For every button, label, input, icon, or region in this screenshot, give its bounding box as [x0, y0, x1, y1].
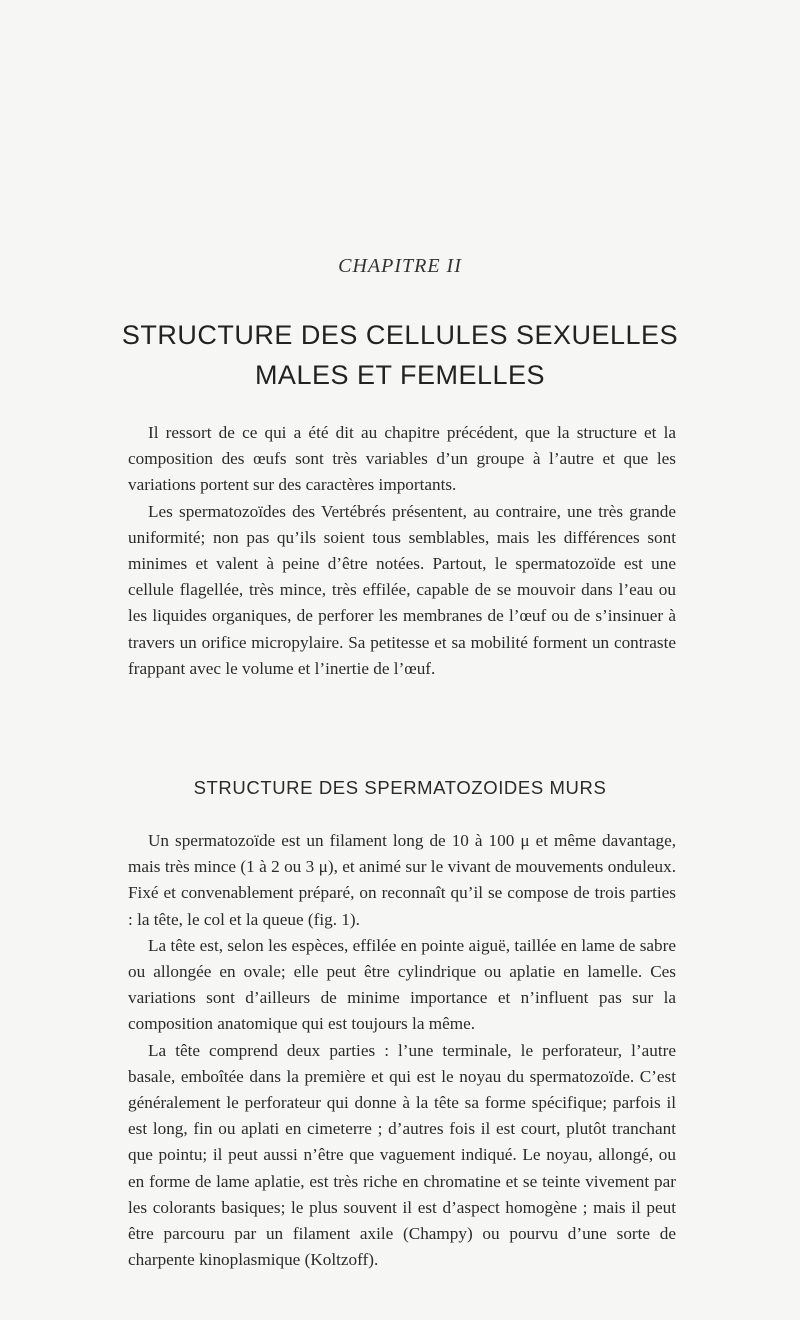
section-body	[128, 828, 676, 1273]
chapter-title-line-2: MALES ET FEMELLES	[254, 360, 546, 390]
paragraph: La tête comprend deux parties : l’une terminale, le perforateur, l’autre basale, emboîtée dans la première et qui est le noyau du spermatozoïde. C’est généralement le perforateur qui donne à la tête sa forme spécifique; parfois il est long, fin ou aplati en cimeterre ; d’autres fois il est court, plutôt tranchant que pointu; il peut aussi n’être que vaguement indiqué. Le noyau, allongé, ou en forme de lame aplatie, est très riche en chromatine et se teinte vivement par les colorants basiques; le plus souvent il est d’aspect homogène ; mais il peut être parcouru par un filament axile (Champy) ou pourvu d’une sorte de charpente kinoplasmique (Koltzoff).	[128, 1040, 676, 1270]
chapter-label: CHAPITRE II	[338, 255, 462, 277]
paragraph: Les spermatozoïdes des Vertébrés présentent, au contraire, une très grande uniformité; non pas qu’ils soient tous semblables, mais les différences sont minimes et valent à peine d’être notées. Partout, le spermatozoïde est une cellule flagellée, très mince, très effilée, capable de se mouvoir dans l’eau ou les liquides organiques, de perforer les membranes de l’œuf ou de s’insinuer à travers un orifice micropylaire. Sa petitesse et sa mobilité forment un contraste frappant avec le volume et l’inertie de l’œuf.	[128, 501, 676, 678]
paragraph: Il ressort de ce qui a été dit au chapitre précédent, que la structure et la composition des œufs sont très variables d’un groupe à l’autre et que les variations portent sur des caractères importants.	[128, 423, 676, 495]
chapter-title	[0, 315, 800, 395]
section-heading: STRUCTURE DES SPERMATOZOIDES MURS	[193, 777, 607, 798]
intro-text	[128, 420, 676, 682]
chapter-title-line-1: STRUCTURE DES CELLULES SEXUELLES	[121, 320, 679, 350]
paragraph: Un spermatozoïde est un filament long de 10 à 100 μ et même davantage, mais très mince (1 à 2 ou 3 μ), et animé sur le vivant de mouvements onduleux. Fixé et convenablement préparé, on reconnaît qu’il se compose de trois parties : la tête, le col et la queue (fig. 1).	[128, 831, 676, 929]
paragraph: La tête est, selon les espèces, effilée en pointe aiguë, taillée en lame de sabre ou allongée en ovale; elle peut être cylindrique ou aplatie en lamelle. Ces variations sont d’ailleurs de minime importance et n’influent pas sur la composition anatomique qui est toujours la même.	[128, 935, 676, 1034]
